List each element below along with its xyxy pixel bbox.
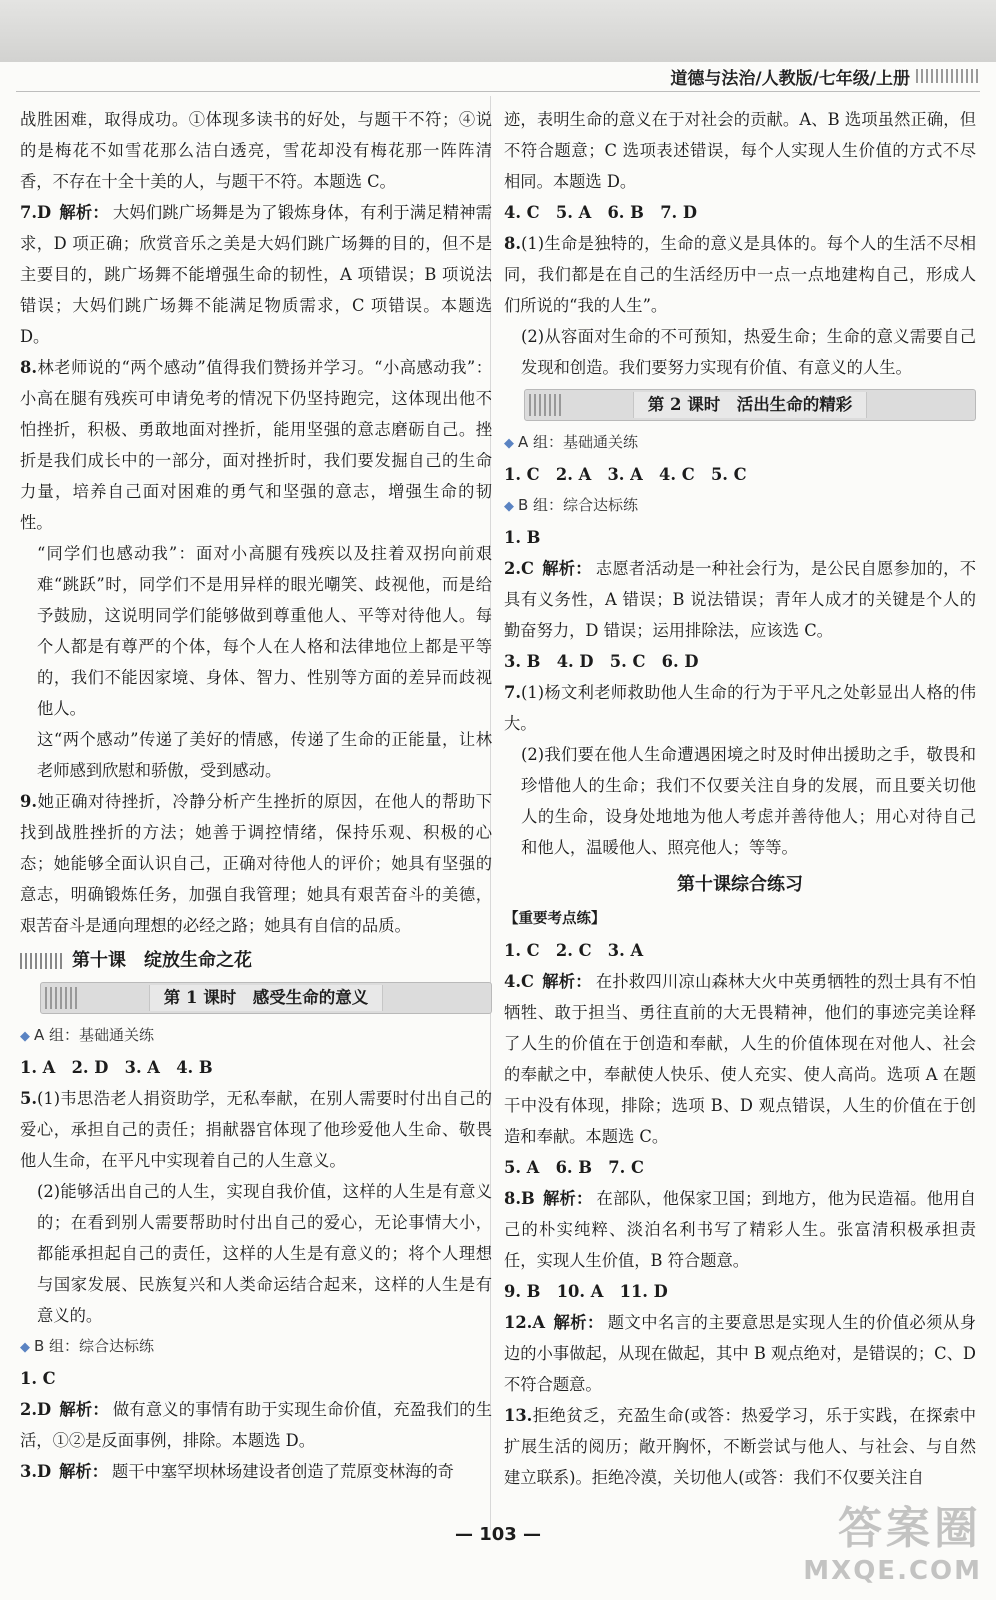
paragraph: 迹，表明生命的意义在于对社会的贡献。A、B 选项虽然正确，但不符合题意；C 选项表述错误，每个人实现人生价值的方式不尽相同。本题选 D。 <box>504 110 976 191</box>
answer-line: 5. A 6. B 7. C <box>504 1158 644 1177</box>
paragraph: “同学们也感动我”：面对小高腿有残疾以及拄着双拐向前艰难“跳跃”时，同学们不是用异样的眼光嘲笑、歧视他，而是给予鼓励，这说明同学们能够做到尊重他人、平等对待他人。每个人都是有尊严的个体，每个人在人格和法律地位上都是平等的，我们不能因家境、身体、智力、性别等方面的差异而歧视他人。 <box>37 544 492 718</box>
diamond-icon: ◆ <box>20 1029 30 1044</box>
answer-item-2: 2.D 解析： 做有意义的事情有助于实现生命价值，充盈我们的生活，①②是反面事例，排除。本题选 D。 <box>20 1400 492 1450</box>
answer-item-9: 9.她正确对待挫折，冷静分析产生挫折的原因，在他人的帮助下找到战胜挫折的方法；她善于调控情绪，保持乐观、积极的心态；她能够全面认识自己，正确对待他人的评价；她具有坚强的意志，明确锻炼任务，加强自我管理；她具有艰苦奋斗的美德，艰苦奋斗是通向理想的必经之路；她具有自信的品质。 <box>20 792 492 935</box>
watermark-line-1: 答案圈 <box>838 1503 982 1554</box>
answer-line: 1. C 2. A 3. A 4. C 5. C <box>504 465 747 484</box>
answer-item-2: 2.C 解析： 志愿者活动是一种社会行为，是公民自愿参加的，不具有义务性，A 错误；B 说法错误；青年人成才的关键是个人的勤奋努力，D 错误；运用排除法，应该选 C。 <box>504 559 976 640</box>
answer-item-3: 3.D 解析： 题干中塞罕坝林场建设者创造了荒原变林海的奇 <box>20 1462 454 1481</box>
answer-line: 1. C 2. C 3. A <box>504 941 644 960</box>
page-number: — 103 — <box>454 1524 542 1545</box>
section-title: 第十课综合练习 <box>677 874 803 895</box>
answer-item-8b: 8.B 解析： 在部队，他保家卫国；到地方，他为民造福。他用自己的朴实纯粹、淡泊名利书写了精彩人生。张富清积极承担责任，实现人生价值，B 符合题意。 <box>504 1189 976 1270</box>
paragraph: (2)能够活出自己的人生，实现自我价值，这样的人生是有意义的；在看到别人需要帮助时付出自己的爱心，无论事情大小，都能承担起自己的责任，这样的人生是有意义的；将个人理想与国家发展、民族复兴和人类命运结合起来，这样的人生是有意义的。 <box>37 1182 492 1325</box>
paragraph: (2)从容面对生命的不可预知，热爱生命；生命的意义需要自己发现和创造。我们要努力实现有价值、有意义的人生。 <box>521 327 976 377</box>
lesson-banner: 第 2 课时 活出生命的精彩 <box>524 389 976 421</box>
running-header <box>670 62 980 90</box>
top-gradient-bar <box>0 0 996 62</box>
group-heading-b: ◆ B 组：综合达标练 <box>20 1337 155 1355</box>
answer-item-8: 8.(1)生命是独特的，生命的意义是具体的。每个人的生活不尽相同，我们都是在自己的生活经历中一点一点地建构自己，形成人们所说的“我的人生”。 <box>504 234 976 315</box>
answer-line: 9. B 10. A 11. D <box>504 1282 668 1301</box>
answer-line: 3. B 4. D 5. C 6. D <box>504 652 699 671</box>
answer-line: 4. C 5. A 6. B 7. D <box>504 203 697 222</box>
group-heading-a: ◆ A 组：基础通关练 <box>20 1026 155 1044</box>
answer-line: 1. C <box>20 1369 56 1388</box>
answer-item-7: 7.D 解析： 大妈们跳广场舞是为了锻炼身体，有利于满足精神需求，D 项正确；欣赏音乐之美是大妈们跳广场舞的目的，但不是主要目的，跳广场舞不能增强生命的韧性，A 项错误；B 项说法错误；大妈们跳广场舞不能满足物质需求，C 项错误。本题选 D。 <box>20 203 492 346</box>
chapter-stripe-decoration <box>20 953 64 969</box>
answer-item-4: 4.C 解析： 在扑救四川凉山森林大火中英勇牺牲的烈士具有不怕牺牲、敢于担当、勇往直前的大无畏精神，他们的事迹完美诠释了人生的价值在于创造和奉献，人生的价值体现在对他人、社会的奉献之中，奉献使人快乐、使人充实、使人高尚。选项 A 在题干中没有体现，排除；选项 B、D 观点错误，人生的价值在于创造和奉献。本题选 C。 <box>504 972 976 1146</box>
diamond-icon: ◆ <box>504 499 514 514</box>
chapter-heading: 第十课 绽放生命之花 <box>20 945 492 976</box>
right-column <box>504 104 976 1493</box>
group-heading-b: ◆ B 组：综合达标练 <box>504 496 639 514</box>
paragraph: 这“两个感动”传递了美好的情感，传递了生命的正能量，让林老师感到欣慰和骄傲，受到感动。 <box>37 730 492 780</box>
lesson-banner: 第 1 课时 感受生命的意义 <box>40 982 492 1014</box>
answer-item-7: 7.(1)杨文利老师救助他人生命的行为于平凡之处彰显出人格的伟大。 <box>504 683 976 733</box>
watermark-line-2: MXQE.COM <box>803 1556 982 1586</box>
diamond-icon: ◆ <box>504 436 514 451</box>
watermark-logo <box>803 1492 982 1586</box>
paragraph: 战胜困难，取得成功。①体现多读书的好处，与题干不符；④说的是梅花不如雪花那么洁白透亮，雪花却没有梅花那一阵阵清香，不存在十全十美的人，与题干不符。本题选 C。 <box>20 110 492 191</box>
answer-item-5: 5.(1)韦思浩老人捐资助学，无私奉献，在别人需要时付出自己的爱心，承担自己的责任；捐献器官体现了他珍爱他人生命、敬畏他人生命，在平凡中实现着自己的人生意义。 <box>20 1089 492 1170</box>
paragraph: (2)我们要在他人生命遭遇困境之时及时伸出援助之手，敬畏和珍惜他人的生命；我们不仅要关注自身的发展，而且要关切他人的生命，设身处地地为他人考虑并善待他人；用心对待自己和他人，温暖他人、照亮他人；等等。 <box>521 745 976 857</box>
header-rule <box>16 91 980 92</box>
header-stripe-decoration <box>916 69 980 83</box>
diamond-icon: ◆ <box>20 1340 30 1355</box>
answer-item-12: 12.A 解析： 题文中名言的主要意思是实现人生的价值必须从身边的小事做起，从现在做起，其中 B 观点绝对，是错误的；C、D 不符合题意。 <box>504 1313 976 1394</box>
answer-line: 1. A 2. D 3. A 4. B <box>20 1058 213 1077</box>
answer-line: 1. B <box>504 528 541 547</box>
header-title: 道德与法治/人教版/七年级/上册 <box>670 68 910 89</box>
left-column <box>20 104 492 1487</box>
group-heading-a: ◆ A 组：基础通关练 <box>504 433 639 451</box>
key-points-label: 【重要考点练】 <box>504 911 606 927</box>
answer-item-13: 13.拒绝贫乏，充盈生命(或答：热爱学习，乐于实践，在探索中扩展生活的阅历；敞开胸怀，不断尝试与他人、与社会、与自然建立联系)。拒绝冷漠，关切他人(或答：我们不仅要关注自 <box>504 1406 976 1487</box>
answer-item-8: 8.林老师说的“两个感动”值得我们赞扬并学习。“小高感动我”：小高在腿有残疾可申请免考的情况下仍坚持跑完，这体现出他不怕挫折，积极、勇敢地面对挫折，能用坚强的意志磨砺自己。挫折是我们成长中的一部分，面对挫折时，我们要发掘自己的生命力量，培养自己面对困难的勇气和坚强的意志，增强生命的韧性。 <box>20 358 492 532</box>
